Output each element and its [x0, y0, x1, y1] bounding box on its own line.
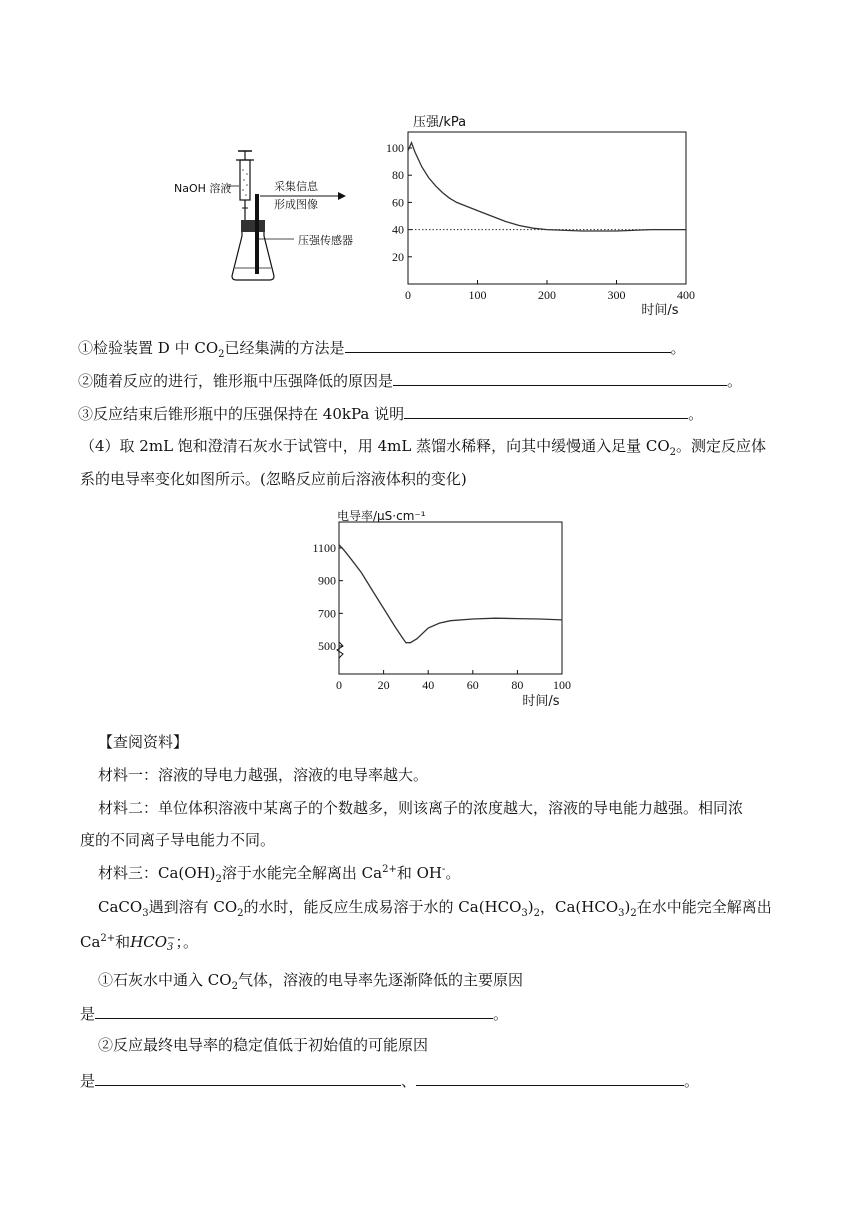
m4-b: 遇到溶有 CO — [148, 898, 238, 916]
m4-sub-5: 3 — [618, 908, 625, 919]
part-4-line-1 — [80, 436, 766, 456]
p4-text-b: 。测定反应体 — [676, 437, 767, 455]
m4-sub-6: 2 — [630, 908, 637, 919]
x-tick-label-400: 400 — [677, 288, 695, 302]
subquestion-1-line-1 — [98, 970, 523, 990]
subquestion-2-line-2 — [80, 1070, 699, 1091]
s2-answer-blank-2[interactable] — [416, 1070, 684, 1086]
m4-sub-4: 2 — [533, 908, 541, 919]
y-axis-label: 压强/kPa — [413, 115, 467, 130]
m3-sup-1: 2+ — [382, 864, 397, 875]
apparatus-figure — [160, 140, 380, 290]
q1-end: 。 — [670, 339, 686, 357]
axis-break-mark — [337, 642, 343, 658]
p4-sub: 2 — [669, 447, 676, 458]
y-tick-label-60: 60 — [392, 195, 404, 210]
s2-line2: 是 — [80, 1072, 96, 1090]
x-tick-label-80: 80 — [511, 678, 524, 692]
y-tick-label-80: 80 — [392, 168, 404, 183]
m4-d: ) — [527, 898, 534, 916]
x-axis-label: 时间/s — [522, 694, 560, 709]
m3-sup-2: - — [442, 864, 446, 875]
s2-num: ② — [98, 1036, 114, 1054]
subquestion-2-line-1 — [98, 1035, 428, 1055]
flask-syringe-diagram — [160, 140, 380, 290]
x-tick-label-100: 100 — [553, 678, 571, 692]
ion-sup: − — [167, 933, 176, 944]
question-3 — [78, 403, 703, 424]
s1-text-b: 气体，溶液的电导率先逐渐降低的主要原因 — [237, 971, 523, 989]
ion-text: HCO — [130, 933, 168, 951]
x-tick-label-0: 0 — [336, 678, 342, 692]
question-2 — [78, 370, 742, 391]
q2-text: 随着反应的进行，锥形瓶中压强降低的原因是 — [93, 372, 394, 390]
part-4-line-2 — [80, 469, 467, 489]
q3-answer-blank[interactable] — [404, 403, 688, 419]
m4-f: ) — [624, 898, 631, 916]
x-tick-label-60: 60 — [466, 678, 479, 692]
m3-text-c: 和 OH — [396, 864, 442, 882]
m4-l2-sup: 2+ — [100, 933, 116, 944]
p4-text-a: （4）取 2mL 饱和澄清石灰水于试管中，用 4mL 蒸馏水稀释，向其中缓慢通入足量 CO — [80, 437, 670, 455]
y-axis-label: 电导率/μS·cm⁻¹ — [337, 509, 426, 523]
plot-frame — [408, 132, 686, 284]
material-2-line-2: 度的不同离子导电能力不同。 — [80, 831, 276, 849]
x-tick-label-40: 40 — [422, 678, 435, 692]
m4-l2-b: 和 — [115, 933, 131, 951]
m3-sub: 2 — [215, 874, 222, 885]
plot-frame — [339, 522, 562, 674]
m3-text-d: 。 — [445, 864, 461, 882]
subquestion-1-line-2 — [80, 1003, 508, 1024]
s1-num: ① — [98, 971, 114, 989]
q2-end: 。 — [727, 372, 743, 390]
x-tick-label-100: 100 — [468, 288, 487, 302]
q1-answer-blank[interactable] — [345, 337, 671, 353]
q1-num: ① — [78, 339, 94, 357]
question-1 — [78, 337, 686, 358]
m3-text-b: 溶于水能完全解离出 Ca — [221, 864, 383, 882]
material-1: 材料一：溶液的导电力越强，溶液的电导率越大。 — [98, 766, 429, 784]
s1-sub: 2 — [231, 981, 238, 992]
x-axis-label: 时间/s — [641, 303, 679, 318]
s2-sep: 、 — [401, 1072, 417, 1090]
pressure-sensor-label: 压强传感器 — [298, 234, 353, 247]
material-4-line-2 — [80, 932, 198, 952]
y-tick-label-40: 40 — [392, 222, 404, 237]
q2-num: ② — [78, 372, 94, 390]
s2-text: 反应最终电导率的稳定值低于初始值的可能原因 — [113, 1036, 429, 1054]
material-2-line-1: 材料二：单位体积溶液中某离子的个数越多，则该离子的浓度越大，溶液的导电能力越强。相同浓 — [98, 799, 744, 817]
materials-heading: 【查阅资料】 — [98, 733, 189, 751]
m4-g: 在水中能完全解离出 — [636, 898, 772, 916]
x-tick-label-300: 300 — [607, 288, 626, 302]
s2-end: 。 — [684, 1072, 700, 1090]
q2-answer-blank[interactable] — [393, 370, 727, 386]
pressure-series-line — [408, 143, 686, 231]
y-tick-label-20: 20 — [392, 249, 404, 264]
naoh-label: NaOH 溶液 — [174, 182, 232, 195]
y-tick-label-700: 700 — [318, 606, 336, 621]
m4-sub-2: 2 — [237, 908, 244, 919]
s1-line2: 是 — [80, 1005, 96, 1023]
m4-sub-1: 3 — [142, 908, 149, 919]
bicarbonate-ion — [130, 933, 175, 951]
q1-sub: 2 — [218, 349, 225, 360]
m4-a: CaCO — [98, 898, 143, 916]
m4-c: 的水时，能反应生成易溶于水的 Ca(HCO — [243, 898, 522, 916]
s1-answer-blank[interactable] — [95, 1003, 493, 1019]
m4-l2-c: ；。 — [175, 933, 198, 951]
x-tick-label-200: 200 — [538, 288, 556, 302]
x-tick-label-0: 0 — [405, 288, 411, 302]
q3-text: 反应结束后锥形瓶中的压强保持在 40kPa 说明 — [93, 405, 405, 423]
y-tick-label-100: 100 — [386, 141, 404, 155]
m3-text-a: 材料三：Ca(OH) — [98, 864, 216, 882]
material-4-line-1 — [98, 897, 772, 917]
s1-text-a: 石灰水中通入 CO — [113, 971, 232, 989]
conductivity-chart — [300, 508, 580, 713]
s1-end: 。 — [493, 1005, 509, 1023]
m4-e: ，Ca(HCO — [540, 898, 619, 916]
x-tick-label-20: 20 — [377, 678, 390, 692]
q1-text-a: 检验装置 D 中 CO — [93, 339, 219, 357]
pressure-chart — [370, 110, 710, 320]
y-tick-label-900: 900 — [318, 573, 336, 588]
form-image-label: 形成图像 — [274, 198, 318, 211]
m4-sub-3: 3 — [521, 908, 528, 919]
material-3 — [98, 863, 460, 883]
ion-sub: 3 — [167, 942, 174, 953]
p4-line2-text: 系的电导率变化如图所示。(忽略反应前后溶液体积的变化) — [80, 470, 467, 488]
m4-l2-a: Ca — [80, 933, 101, 951]
q3-end: 。 — [688, 405, 704, 423]
y-tick-label-500: 500 — [318, 639, 336, 653]
y-tick-label-1100: 1100 — [312, 541, 336, 555]
q1-text-b: 已经集满的方法是 — [224, 339, 345, 357]
s2-answer-blank-1[interactable] — [95, 1070, 401, 1086]
collect-info-label: 采集信息 — [274, 180, 318, 193]
conductivity-series-line — [339, 545, 562, 643]
q3-num: ③ — [78, 405, 94, 423]
